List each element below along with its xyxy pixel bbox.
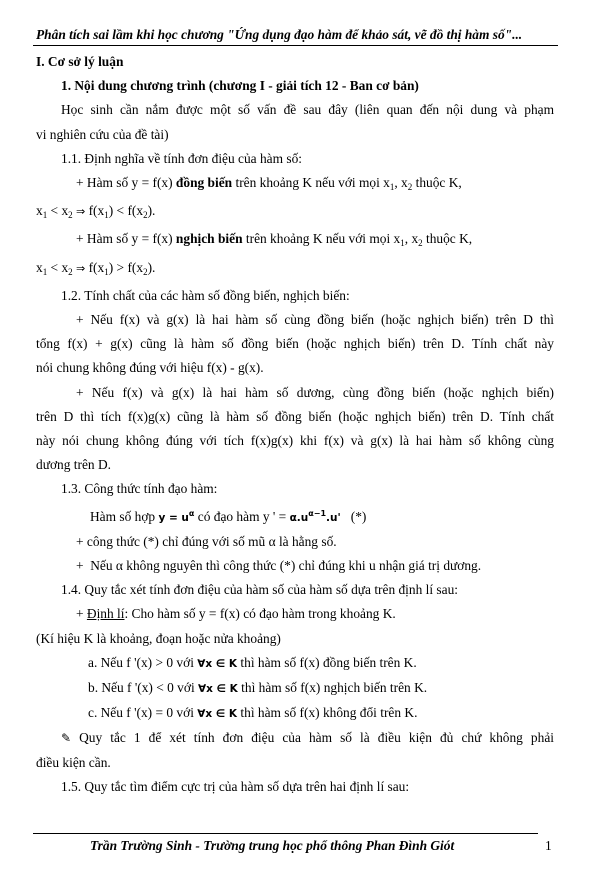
running-header: Phân tích sai lầm khi học chương "Ứng dụng đạo hàm để khảo sát, vẽ đồ thị hàm số"... xyxy=(36,27,523,42)
definition-increasing: + Hàm số y = f(x) đồng biến trên khoảng K nếu với mọi $x_1$, $x_2$ thuộc K, xyxy=(76,175,462,193)
plus-bullet-icon: + xyxy=(76,312,91,328)
theorem-statement: + Định lí: Cho hàm số y = f(x) có đạo hàm trong khoảng K. xyxy=(76,606,396,622)
theorem-note: (Kí hiệu K là khoảng, đoạn hoặc nửa khoảng) xyxy=(36,630,281,646)
implies-icon: ⇒ xyxy=(76,205,86,219)
pencil-icon: ✎ xyxy=(61,731,72,746)
footer-author: Trần Trường Sinh - Trường trung học phổ thông Phan Đình Giót xyxy=(90,838,455,853)
header-rule xyxy=(33,45,558,46)
keyword-decreasing: nghịch biến xyxy=(175,231,243,247)
footer-rule xyxy=(33,833,538,834)
property-product-line-4: dương trên D. xyxy=(36,457,111,473)
plus-bullet-icon: + xyxy=(76,175,87,191)
formula-note-2: + Nếu α không nguyên thì công thức (*) chỉ đúng khi u nhận giá trị dương. xyxy=(76,558,482,574)
derivative-formula: Hàm số hợp $y = u^\alpha$ có đạo hàm y ' = $\alpha.u^{\alpha-1}.u'$ (*) xyxy=(90,508,367,524)
remark-line-2: điều kiện cần. xyxy=(36,754,111,770)
formula-note-1: + công thức (*) chỉ đúng với số mũ α là hằng số. xyxy=(76,533,337,549)
theorem-case-b: b. Nếu f '(x) < 0 với ∀x ∈ K thì hàm số f(x) nghịch biến trên K. xyxy=(88,680,428,696)
condition-decreasing: $x_1 < x_2$ ⇒ $f(x_1) > f(x_2)$. xyxy=(36,259,156,277)
subsection-title: 1. Nội dung chương trình (chương I - giải tích 12 - Ban cơ bản) xyxy=(61,78,419,94)
implies-icon: ⇒ xyxy=(76,261,86,275)
page-content xyxy=(36,50,554,799)
page-number: 1 xyxy=(545,838,552,853)
property-sum-line-1: + Nếu f(x) và g(x) là hai hàm số cùng đồng biến (hoặc nghịch biến) trên D thì xyxy=(76,312,555,328)
section-title: I. Cơ sở lý luận xyxy=(36,54,124,69)
theorem-case-c: c. Nếu f '(x) = 0 với ∀x ∈ K thì hàm số f(x) không đổi trên K. xyxy=(88,705,418,721)
remark-line-1: ✎ Quy tắc 1 để xét tính đơn điệu của hàm số là điều kiện đủ chứ không phải xyxy=(61,730,554,746)
intro-line-2: vi nghiên cứu của đề tài) xyxy=(36,126,169,142)
heading-1-4: 1.4. Quy tắc xét tính đơn điệu của hàm số của hàm số dựa trên định lí sau: xyxy=(61,582,458,598)
theorem-label: Định lí xyxy=(86,606,125,622)
keyword-increasing: đồng biến xyxy=(175,175,233,191)
plus-bullet-icon: + xyxy=(76,606,87,622)
plus-bullet-icon: + xyxy=(76,533,87,549)
plus-bullet-icon: + xyxy=(76,558,87,574)
plus-bullet-icon: + xyxy=(76,384,92,400)
intro-line-1: Học sinh cần nắm được một số vấn đề sau đây (liên quan đến nội dung và phạm xyxy=(61,102,554,118)
property-sum-line-3: nói chung không đúng với hiệu f(x) - g(x). xyxy=(36,360,264,376)
property-product-line-1: + Nếu f(x) và g(x) là hai hàm số dương, cùng đồng biến (hoặc nghịch biến) xyxy=(76,384,554,400)
heading-1-1: 1.1. Định nghĩa về tính đơn điệu của hàm số: xyxy=(61,150,303,166)
property-product-line-2: trên D thì tích f(x)g(x) cũng là hàm số đồng biến (hoặc nghịch biến) trên D. Tính chất xyxy=(36,408,554,424)
condition-increasing: $x_1 < x_2$ ⇒ $f(x_1) < f(x_2)$. xyxy=(36,203,156,221)
heading-1-5: 1.5. Quy tắc tìm điểm cực trị của hàm số dựa trên hai định lí sau: xyxy=(61,778,410,794)
definition-decreasing: + Hàm số y = f(x) nghịch biến trên khoảng K nếu với mọi $x_1$, $x_2$ thuộc K, xyxy=(76,231,473,249)
heading-1-2: 1.2. Tính chất của các hàm số đồng biến, nghịch biến: xyxy=(61,287,350,303)
property-product-line-3: này nói chung không đúng với tích f(x)g(x) khi f(x) và g(x) là hai hàm số không cùng xyxy=(36,433,554,449)
property-sum-line-2: tổng f(x) + g(x) cũng là hàm số đồng biến (hoặc nghịch biến) trên D. Tính chất này xyxy=(36,336,554,352)
heading-1-3: 1.3. Công thức tính đạo hàm: xyxy=(61,481,218,497)
plus-bullet-icon: + xyxy=(76,231,87,247)
theorem-case-a: a. Nếu f '(x) > 0 với ∀x ∈ K thì hàm số f(x) đồng biến trên K. xyxy=(88,654,417,670)
